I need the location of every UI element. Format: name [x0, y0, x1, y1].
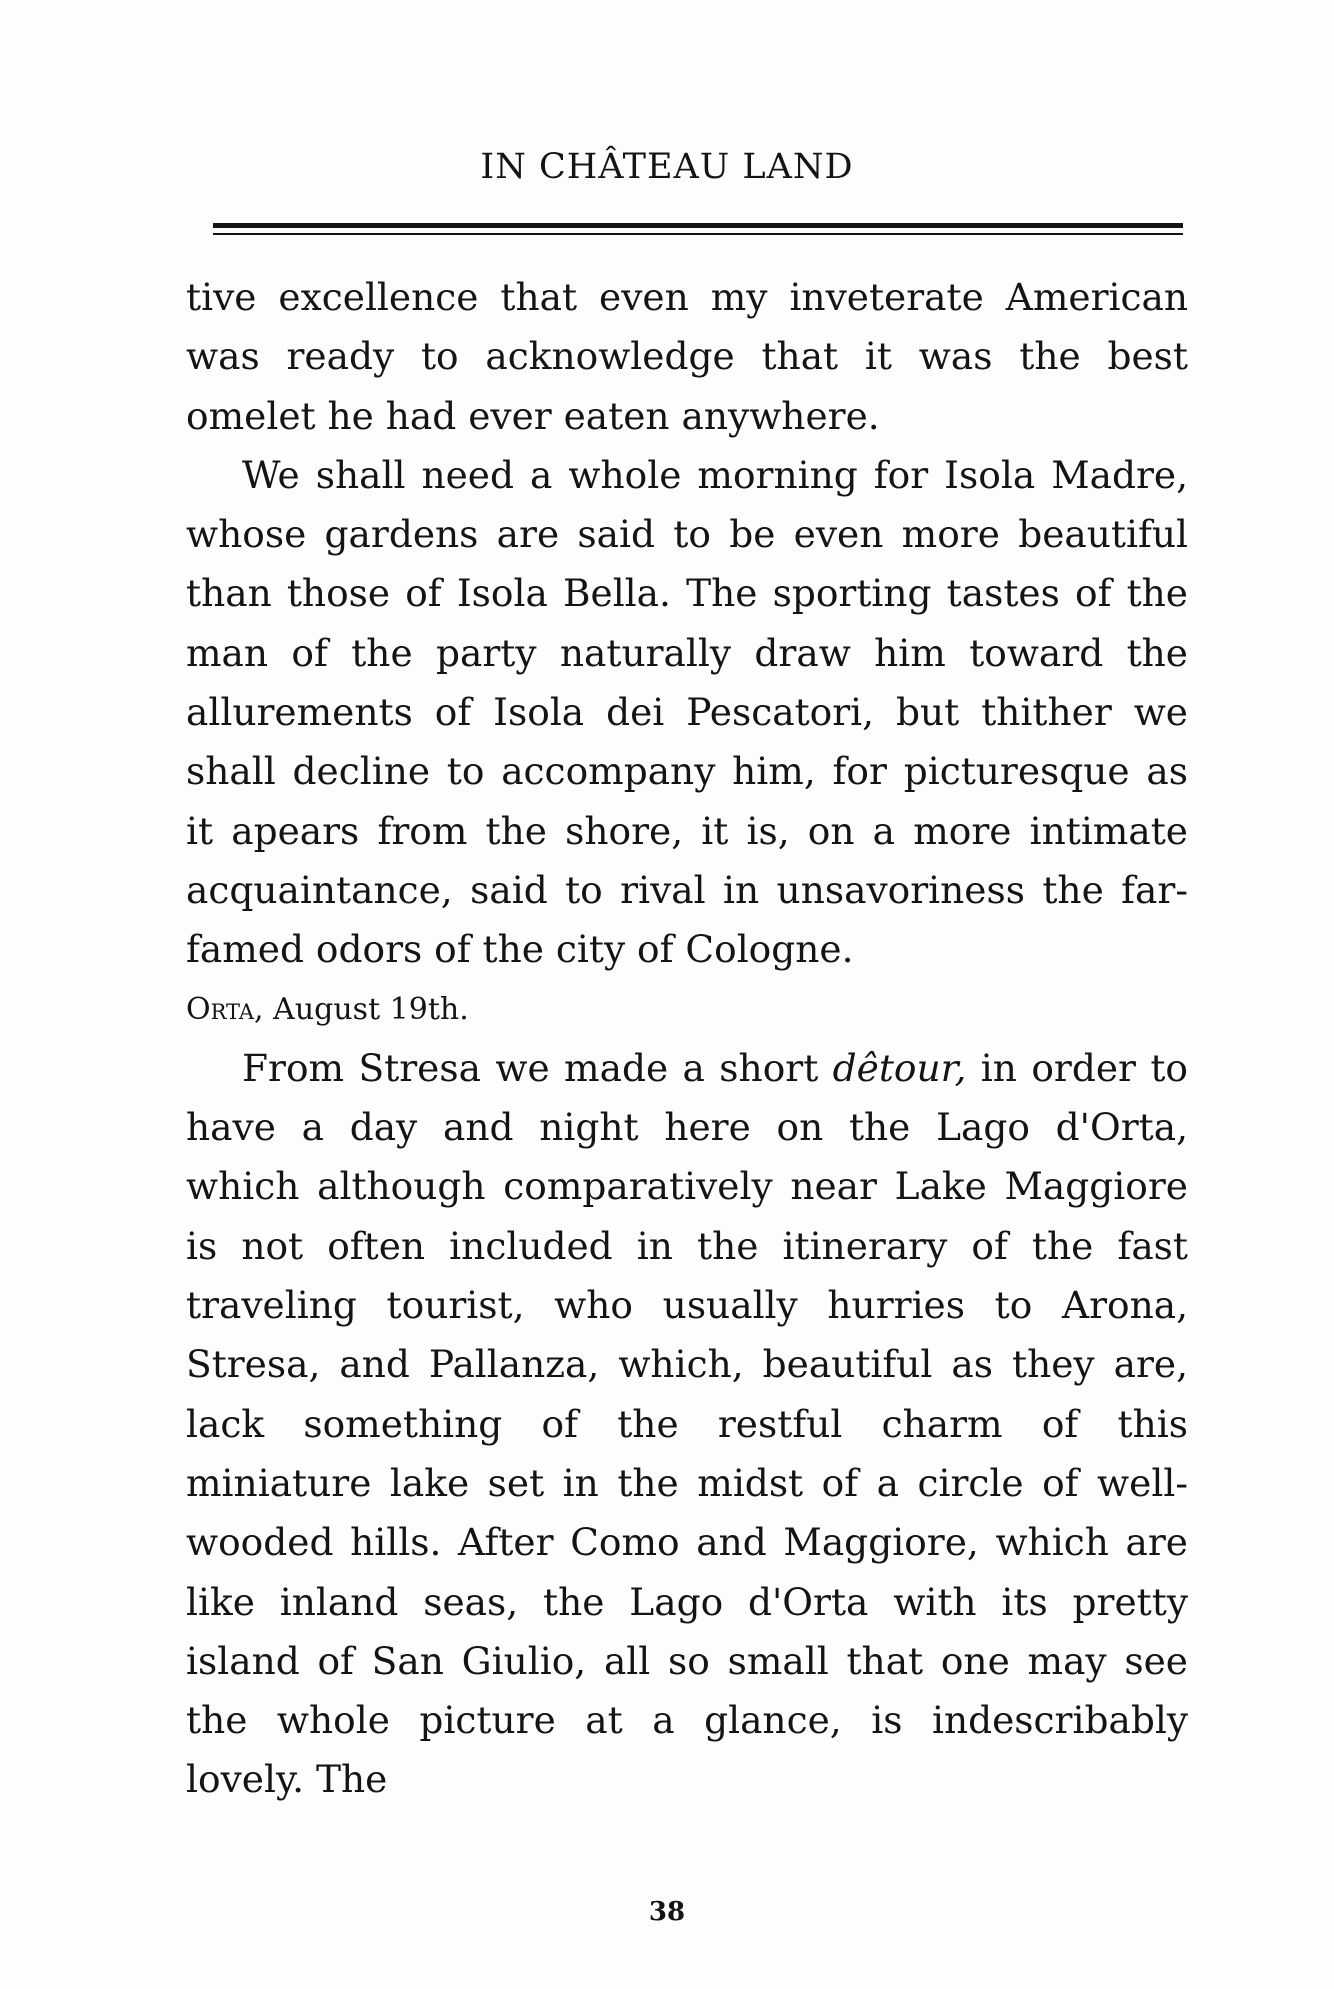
paragraph-3-italic: dêtour, — [832, 1045, 967, 1090]
dateline-place: Orta, — [186, 991, 264, 1027]
paragraph-3-rest: in order to have a day and night here on the Lago d'Orta, which although comparatively near Lake Maggiore is not often included in the itinerary of the fast traveling tourist, who usually hurries to Arona, Stresa, and Pallanza, which, beautiful as they are, lack something of the restful charm of this miniature lake set in the midst of a circle of well-wooded hills. After Como and Maggiore, which are like inland seas, the Lago d'Orta with its pretty island of San Giulio, all so small that one may see the whole picture at a glance, is indescribably lovely. The — [186, 1045, 1188, 1802]
paragraph-1: tive excellence that even my inveterate American was ready to acknowledge that it was the best omelet he had ever eaten anywhere. — [186, 275, 1188, 438]
paragraph-3-start: From Stresa we made a short — [242, 1045, 833, 1090]
paragraph-3 — [186, 1039, 1188, 1810]
body-text — [186, 268, 1188, 1810]
dateline-date: August 19th. — [273, 991, 469, 1027]
dateline — [186, 980, 1188, 1039]
paragraph-2: We shall need a whole morning for Isola Madre, whose gardens are said to be even more beautiful than those of Isola Bella. The sporting tastes of the man of the party naturally draw him toward the allurements of Isola dei Pescatori, but thither we shall decline to accompany him, for picturesque as it apears from the shore, it is, on a more intimate acquaintance, said to rival in unsavoriness the far-famed odors of the city of Cologne. — [186, 452, 1188, 972]
header-rule-thin — [213, 233, 1183, 235]
header-rule-thick — [213, 223, 1183, 228]
running-head: IN CHÂTEAU LAND — [480, 147, 854, 187]
page-number: 38 — [648, 1897, 686, 1927]
